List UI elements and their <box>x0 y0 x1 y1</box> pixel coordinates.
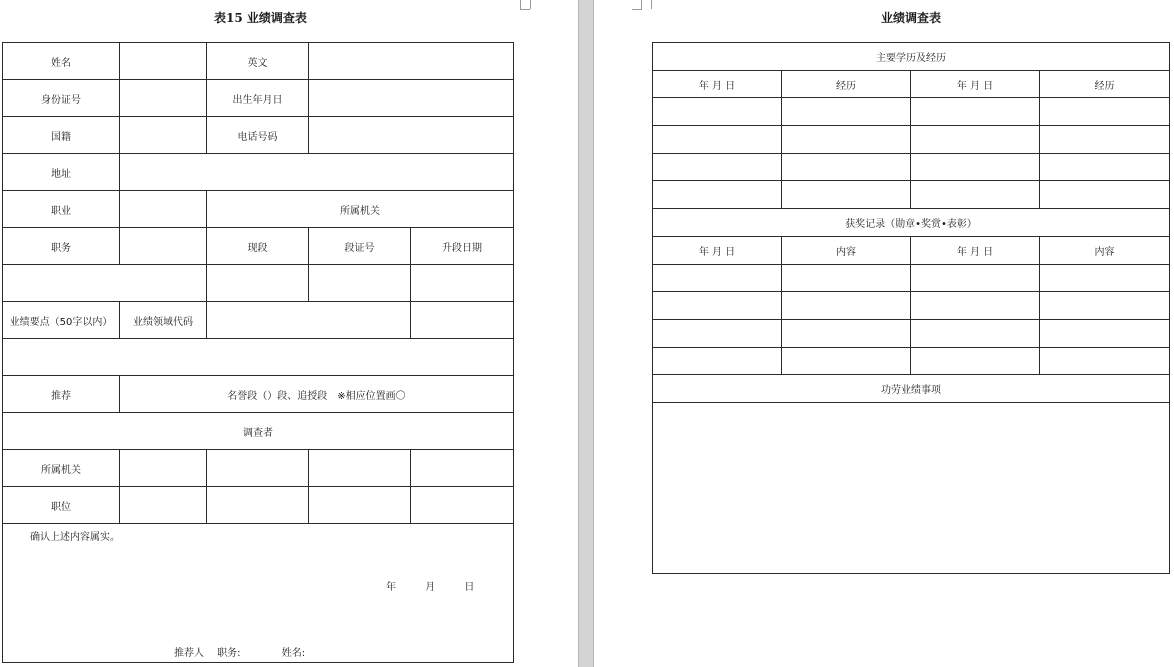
current-dan-field[interactable] <box>207 265 309 302</box>
investigator-post-field[interactable] <box>207 487 309 524</box>
investigator-affiliation-field[interactable] <box>411 450 514 487</box>
awards-cell[interactable] <box>911 292 1040 320</box>
career-awards-form <box>652 42 1170 574</box>
investigator-affiliation-field[interactable] <box>309 450 411 487</box>
awards-col-date: 年 月 日 <box>911 236 1040 264</box>
field-code-label: 业绩领域代码 <box>120 302 207 339</box>
confirmation-date <box>386 578 500 593</box>
date-day: 日 <box>464 582 475 593</box>
affiliation-label: 所属机关 <box>207 191 514 228</box>
awards-cell[interactable] <box>911 347 1040 375</box>
page-gutter <box>578 0 594 667</box>
education-cell[interactable] <box>911 126 1040 154</box>
position-label: 职务 <box>3 228 120 265</box>
occupation-field[interactable] <box>120 191 207 228</box>
phone-label: 电话号码 <box>207 117 309 154</box>
education-cell[interactable] <box>653 153 782 181</box>
education-header: 主要学历及经历 <box>653 43 1170 71</box>
page-corner-mark <box>520 0 530 10</box>
english-label: 英文 <box>207 43 309 80</box>
achievement-points-label: 业绩要点（50字以内） <box>3 302 120 339</box>
gutter-edge <box>578 0 579 667</box>
left-page <box>0 0 578 667</box>
date-year: 年 <box>386 582 396 593</box>
page-corner-mark <box>530 0 540 9</box>
education-cell[interactable] <box>653 98 782 126</box>
education-cell[interactable] <box>1040 153 1170 181</box>
awards-cell[interactable] <box>1040 319 1170 347</box>
recommender-name-label: 姓名: <box>281 648 306 659</box>
recommender-label: 推荐人 <box>174 648 204 659</box>
education-cell[interactable] <box>911 153 1040 181</box>
english-field[interactable] <box>309 43 514 80</box>
awards-cell[interactable] <box>782 292 911 320</box>
promotion-date-field[interactable] <box>411 265 514 302</box>
confirmation-text: 确认上述内容属实。 <box>30 532 120 543</box>
education-cell[interactable] <box>653 126 782 154</box>
name-label: 姓名 <box>3 43 120 80</box>
investigator-post-field[interactable] <box>309 487 411 524</box>
investigator-post-label: 职位 <box>3 487 120 524</box>
id-number-label: 身份证号 <box>3 80 120 117</box>
affiliation-field[interactable] <box>3 265 207 302</box>
awards-cell[interactable] <box>653 319 782 347</box>
nationality-field[interactable] <box>120 117 207 154</box>
address-field[interactable] <box>120 154 514 191</box>
awards-cell[interactable] <box>1040 347 1170 375</box>
recommend-options[interactable]: 名誉段（）段、追授段 ※相应位置画〇 <box>120 376 514 413</box>
investigator-affiliation-field[interactable] <box>120 450 207 487</box>
awards-col-date: 年 月 日 <box>653 236 782 264</box>
nationality-label: 国籍 <box>3 117 120 154</box>
awards-cell[interactable] <box>653 292 782 320</box>
occupation-label: 职业 <box>3 191 120 228</box>
education-cell[interactable] <box>1040 181 1170 209</box>
page-corner-mark <box>632 0 642 10</box>
education-col-date: 年 月 日 <box>653 70 782 98</box>
date-month: 月 <box>425 582 436 593</box>
achievement-survey-form <box>2 42 514 663</box>
field-code-field[interactable] <box>207 302 411 339</box>
education-cell[interactable] <box>1040 98 1170 126</box>
awards-header: 获奖记录（勋章•奖赏•表彰） <box>653 209 1170 237</box>
education-col-date: 年 月 日 <box>911 70 1040 98</box>
awards-cell[interactable] <box>911 264 1040 292</box>
awards-cell[interactable] <box>1040 292 1170 320</box>
investigator-affiliation-label: 所属机关 <box>3 450 120 487</box>
education-cell[interactable] <box>782 181 911 209</box>
phone-field[interactable] <box>309 117 514 154</box>
education-cell[interactable] <box>911 98 1040 126</box>
signature-line <box>174 644 315 659</box>
awards-col-content: 内容 <box>782 236 911 264</box>
awards-cell[interactable] <box>782 347 911 375</box>
education-cell[interactable] <box>1040 126 1170 154</box>
awards-cell[interactable] <box>782 264 911 292</box>
awards-cell[interactable] <box>782 319 911 347</box>
education-cell[interactable] <box>782 126 911 154</box>
education-cell[interactable] <box>911 181 1040 209</box>
investigator-header: 调查者 <box>3 413 514 450</box>
education-col-history: 经历 <box>1040 70 1170 98</box>
investigator-affiliation-field[interactable] <box>207 450 309 487</box>
awards-cell[interactable] <box>653 264 782 292</box>
awards-cell[interactable] <box>653 347 782 375</box>
education-cell[interactable] <box>653 181 782 209</box>
name-field[interactable] <box>120 43 207 80</box>
education-col-history: 经历 <box>782 70 911 98</box>
dan-cert-field[interactable] <box>309 265 411 302</box>
recommender-position-label: 职务: <box>217 648 241 659</box>
position-field[interactable] <box>120 228 207 265</box>
form-title: 业绩调查表 <box>881 11 942 25</box>
confirmation-section <box>3 524 514 663</box>
id-number-field[interactable] <box>120 80 207 117</box>
page-corner-mark <box>642 0 652 9</box>
address-label: 地址 <box>3 154 120 191</box>
merit-content-field[interactable] <box>653 402 1170 573</box>
birth-date-label: 出生年月日 <box>207 80 309 117</box>
dan-cert-label: 段证号 <box>309 228 411 265</box>
investigator-post-field[interactable] <box>120 487 207 524</box>
field-code-extra[interactable] <box>411 302 514 339</box>
form-title: 表15 业绩调查表 <box>214 11 307 25</box>
merit-header: 功劳业绩事项 <box>653 375 1170 403</box>
birth-date-field[interactable] <box>309 80 514 117</box>
recommend-label: 推荐 <box>3 376 120 413</box>
current-dan-label: 现段 <box>207 228 309 265</box>
education-cell[interactable] <box>782 98 911 126</box>
promotion-date-label: 升段日期 <box>411 228 514 265</box>
awards-cell[interactable] <box>1040 264 1170 292</box>
investigator-post-field[interactable] <box>411 487 514 524</box>
awards-cell[interactable] <box>911 319 1040 347</box>
education-cell[interactable] <box>782 153 911 181</box>
achievement-points-field[interactable] <box>3 339 514 376</box>
awards-col-content: 内容 <box>1040 236 1170 264</box>
